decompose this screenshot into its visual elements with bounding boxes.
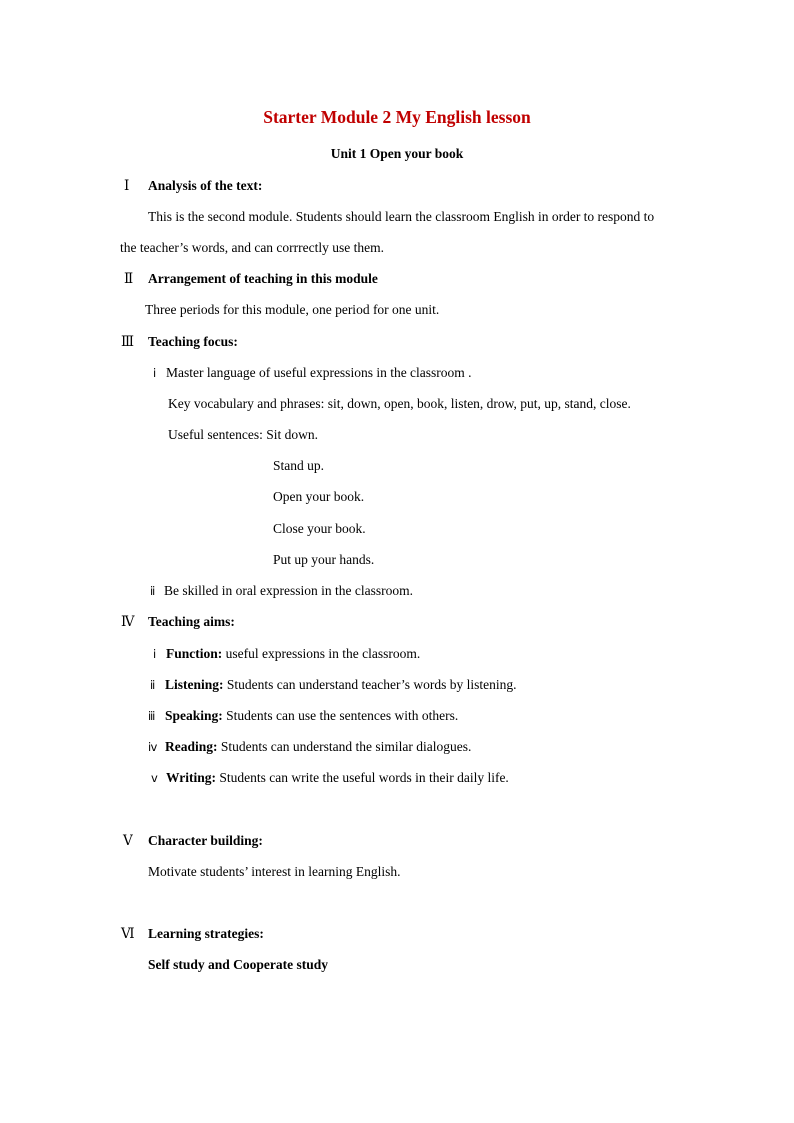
aim-item <box>166 769 509 787</box>
aim-text: Students can understand teacher’s words by listening. <box>226 677 517 692</box>
section-heading: Teaching aims: <box>148 614 235 629</box>
aim-item <box>165 676 516 694</box>
aim-label: Speaking: <box>165 708 223 723</box>
aim-label: Listening: <box>165 677 224 692</box>
section-heading: Arrangement of teaching in this module <box>148 271 378 286</box>
sentence-item: Put up your hands. <box>273 552 375 567</box>
aim-item <box>166 645 420 663</box>
section-number: Ⅱ <box>124 271 134 286</box>
section-number: Ⅳ <box>121 614 135 629</box>
sentence-item: Stand up. <box>273 458 325 473</box>
list-number: ⅱ <box>150 584 156 598</box>
aim-text: Students can write the useful words in their daily life. <box>219 770 509 785</box>
aim-text: Students can use the sentences with others. <box>226 708 459 723</box>
aim-number: ⅴ <box>151 771 158 785</box>
paragraph: Motivate students’ interest in learning English. <box>148 864 401 879</box>
sentences-label: Useful sentences: Sit down. <box>168 427 318 442</box>
paragraph: This is the second module. Students should learn the classroom English in order to respond to <box>148 209 655 224</box>
section-number: Ⅵ <box>121 926 135 941</box>
unit-subtitle: Unit 1 Open your book <box>330 146 464 161</box>
aim-label: Writing: <box>166 770 216 785</box>
aim-text: Students can understand the similar dialogues. <box>220 739 472 754</box>
aim-label: Reading: <box>165 739 218 754</box>
aim-number: ⅰ <box>153 647 157 661</box>
section-heading: Teaching focus: <box>148 334 238 349</box>
list-item: Master language of useful expressions in the classroom . <box>166 365 472 380</box>
list-item: Be skilled in oral expression in the classroom. <box>164 583 413 598</box>
section-heading: Learning strategies: <box>148 926 264 941</box>
section-number: Ⅴ <box>123 833 133 848</box>
aim-item <box>165 707 458 725</box>
section-number: Ⅰ <box>124 178 130 193</box>
sentence-item: Close your book. <box>273 521 366 536</box>
aim-label: Function: <box>166 646 223 661</box>
paragraph: the teacher’s words, and can corrrectly use them. <box>120 240 385 255</box>
vocabulary-line: Key vocabulary and phrases: sit, down, open, book, listen, drow, put, up, stand, close. <box>168 396 631 411</box>
aim-number: ⅳ <box>148 740 158 754</box>
aim-number: ⅱ <box>150 678 156 692</box>
paragraph: Three periods for this module, one period for one unit. <box>145 302 440 317</box>
aim-text: useful expressions in the classroom. <box>225 646 421 661</box>
section-heading: Analysis of the text: <box>148 178 263 193</box>
document-title: Starter Module 2 My English lesson <box>263 107 531 127</box>
list-number: ⅰ <box>153 366 157 380</box>
section-number: Ⅲ <box>121 334 135 349</box>
section-heading: Character building: <box>148 833 263 848</box>
paragraph: Self study and Cooperate study <box>148 957 329 972</box>
aim-number: ⅲ <box>148 709 156 723</box>
sentence-item: Open your book. <box>273 489 365 504</box>
aim-item <box>165 738 471 756</box>
